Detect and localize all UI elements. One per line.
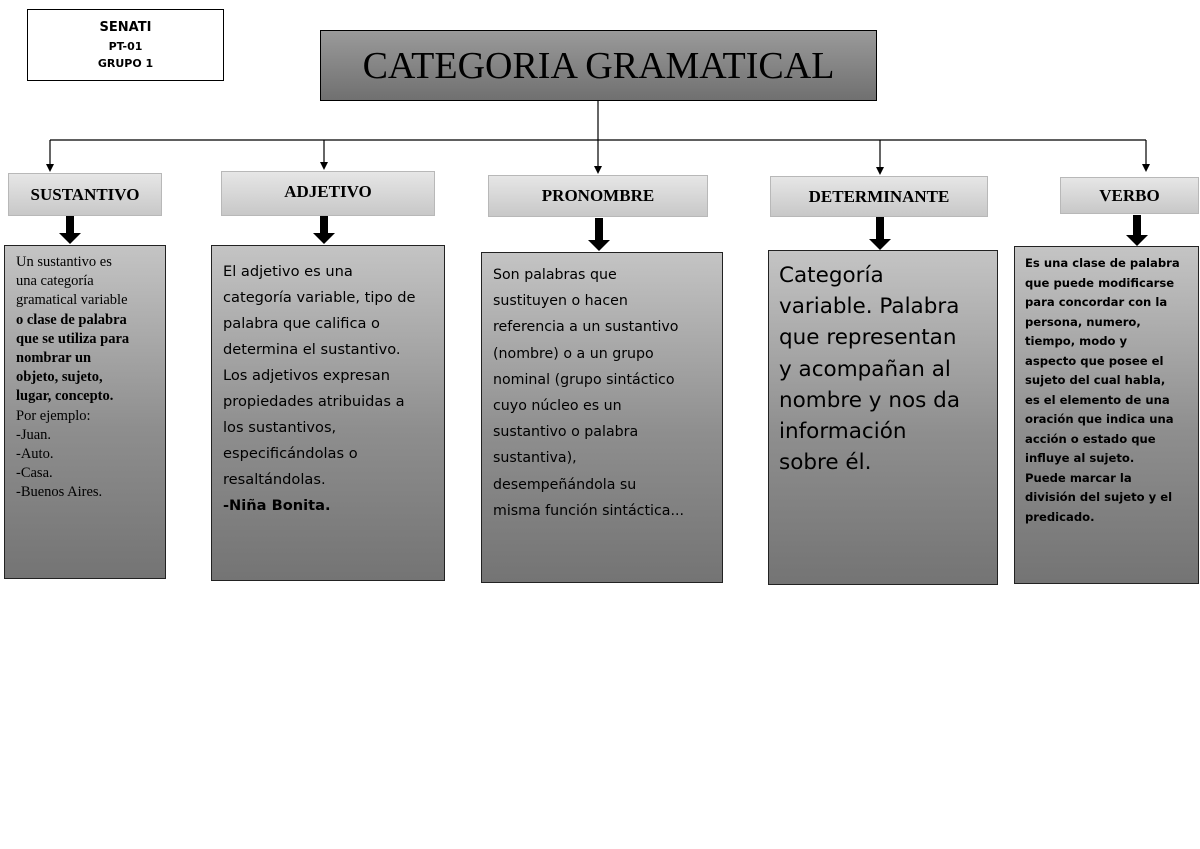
- definition-line: tiempo, modo y: [1025, 334, 1128, 348]
- definition-line: cuyo núcleo es un: [493, 398, 622, 415]
- definition-line: sobre él.: [779, 450, 872, 476]
- definition-box-verbo: [1014, 246, 1199, 584]
- definition-line: división del sujeto y el: [1025, 490, 1173, 504]
- block-arrow-determinante: [869, 217, 891, 250]
- definition-line: -Buenos Aires.: [16, 484, 103, 501]
- header-determinante: DETERMINANTE: [770, 176, 988, 217]
- definition-line: (nombre) o a un grupo: [493, 345, 654, 362]
- definition-line: aspecto que posee el: [1025, 353, 1164, 368]
- definition-box-sustantivo: [4, 245, 166, 579]
- block-arrow-pronombre: [588, 218, 610, 251]
- definition-line: variable. Palabra: [779, 294, 960, 320]
- institution-label: SENATI: [99, 19, 152, 35]
- definition-line: Son palabras que: [493, 267, 617, 283]
- definition-line: una categoría: [16, 273, 94, 290]
- definition-line: Por ejemplo:: [16, 407, 91, 424]
- header-info-box: [27, 9, 224, 81]
- definition-line: y acompañan al: [779, 356, 951, 382]
- definition-line: -Casa.: [16, 465, 53, 482]
- definition-line: Categoría: [779, 263, 884, 288]
- definition-line: Es una clase de palabra: [1025, 256, 1180, 270]
- definition-line: Un sustantivo es: [16, 254, 112, 270]
- definition-line: influye al sujeto.: [1025, 451, 1135, 465]
- definition-line: persona, numero,: [1025, 314, 1141, 329]
- example-line: -Niña Bonita.: [223, 497, 331, 514]
- definition-line: El adjetivo es una: [223, 263, 353, 280]
- definition-line: -Juan.: [16, 426, 52, 443]
- definition-line: sujeto del cual habla,: [1025, 373, 1166, 387]
- definition-line: Los adjetivos expresan: [223, 367, 390, 384]
- group-label: GRUPO 1: [97, 57, 154, 71]
- code-label: PT-01: [108, 40, 143, 54]
- definition-line: para concordar con la: [1025, 295, 1168, 309]
- arrowhead-adjetivo: [320, 162, 328, 170]
- definition-line: especificándolas o: [223, 445, 358, 462]
- definition-line: nombrar un: [16, 350, 92, 367]
- header-adjetivo: ADJETIVO: [221, 171, 435, 216]
- block-arrow-verbo: [1126, 215, 1148, 246]
- definition-line: predicado.: [1025, 509, 1095, 524]
- definition-line: o clase de palabra: [16, 311, 127, 328]
- main-title: CATEGORIA GRAMATICAL: [320, 30, 877, 101]
- definition-line: es el elemento de una: [1025, 392, 1170, 407]
- block-arrow-adjetivo: [313, 216, 335, 244]
- definition-line: referencia a un sustantivo: [493, 319, 679, 336]
- definition-line: que representan: [779, 325, 957, 351]
- header-sustantivo: SUSTANTIVO: [8, 173, 162, 216]
- arrowhead-determinante: [876, 167, 884, 175]
- arrowhead-pronombre: [594, 166, 602, 174]
- definition-line: desempeñándola su: [493, 476, 637, 493]
- definition-line: sustantivo o palabra: [493, 424, 639, 441]
- definition-line: los sustantivos,: [223, 419, 337, 436]
- definition-line: palabra que califica o: [223, 315, 380, 332]
- definition-box-pronombre: [481, 252, 723, 583]
- definition-line: determina el sustantivo.: [223, 341, 401, 358]
- definition-line: que se utiliza para: [16, 330, 130, 347]
- definition-line: gramatical variable: [16, 292, 128, 309]
- definition-line: lugar, concepto.: [16, 388, 114, 405]
- definition-line: nombre y nos da: [779, 387, 960, 413]
- definition-line: información: [779, 419, 907, 445]
- definition-line: oración que indica una: [1025, 412, 1174, 426]
- arrowhead-sustantivo: [46, 164, 54, 172]
- definition-line: -Auto.: [16, 446, 54, 463]
- block-arrow-sustantivo: [59, 216, 81, 244]
- definition-line: Puede marcar la: [1025, 470, 1132, 485]
- definition-line: resaltándolas.: [223, 471, 326, 488]
- definition-box-adjetivo: [211, 245, 445, 581]
- definition-box-determinante: [768, 250, 998, 585]
- arrowhead-verbo: [1142, 164, 1150, 172]
- definition-line: categoría variable, tipo de: [223, 289, 416, 306]
- definition-line: acción o estado que: [1025, 431, 1156, 446]
- definition-line: nominal (grupo sintáctico: [493, 371, 675, 388]
- header-pronombre: PRONOMBRE: [488, 175, 708, 217]
- definition-line: sustantiva),: [493, 450, 577, 467]
- definition-line: objeto, sujeto,: [16, 369, 103, 386]
- definition-line: propiedades atribuidas a: [223, 393, 405, 410]
- definition-line: misma función sintáctica...: [493, 502, 684, 519]
- header-verbo: VERBO: [1060, 177, 1199, 214]
- definition-line: que puede modificarse: [1025, 275, 1175, 290]
- definition-line: sustituyen o hacen: [493, 293, 628, 310]
